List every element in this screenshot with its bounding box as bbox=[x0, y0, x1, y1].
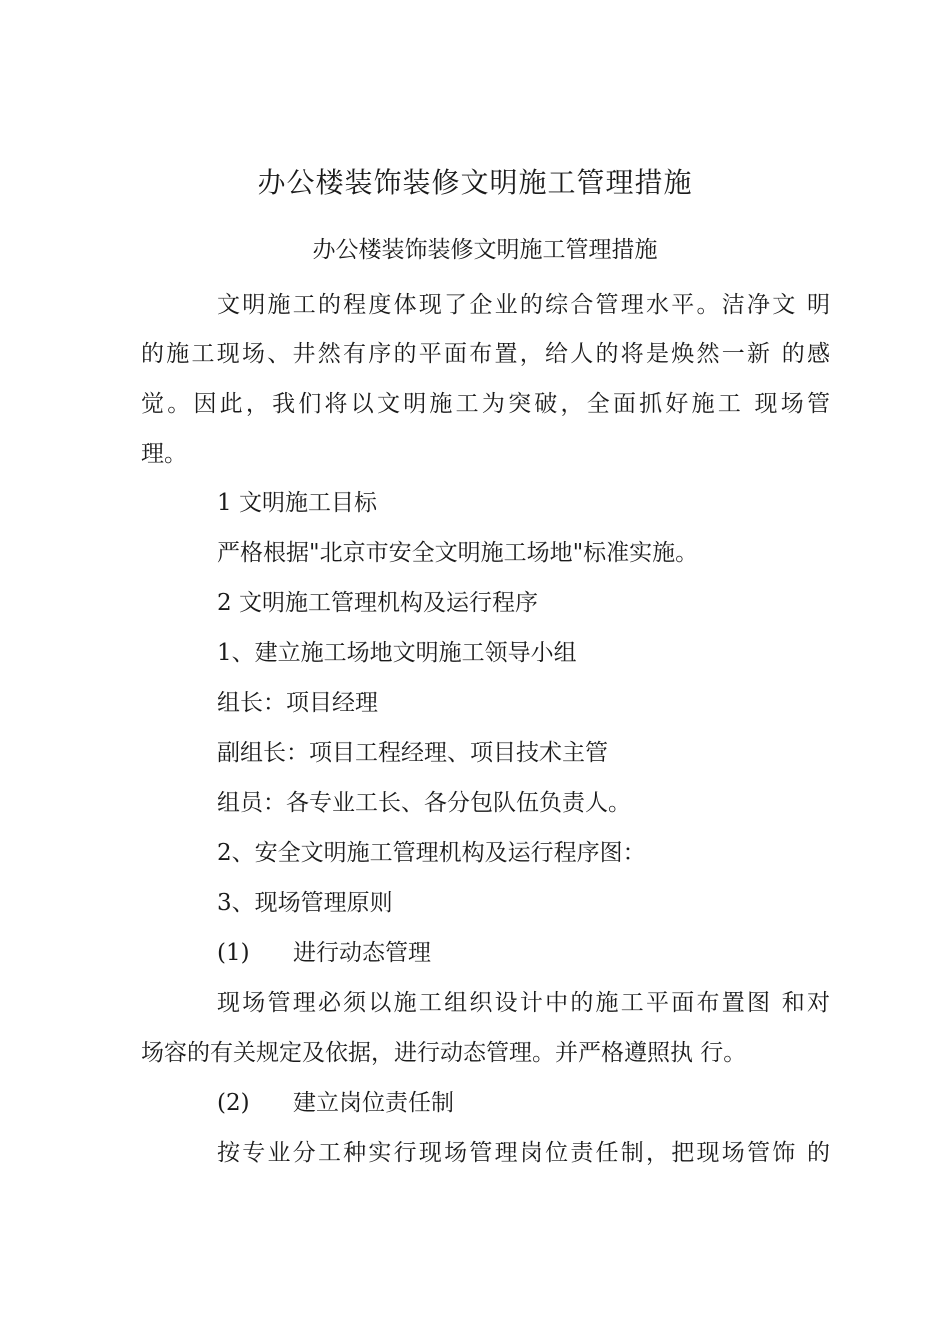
document-title: 办公楼装饰装修文明施工管理措施 bbox=[257, 166, 693, 199]
item-3: 3、现场管理原则 bbox=[217, 890, 393, 916]
item-1: 1、建立施工场地文明施工领导小组 bbox=[217, 640, 577, 666]
section-1-heading: 1 文明施工目标 bbox=[217, 490, 377, 516]
sub-item-1-heading bbox=[217, 935, 431, 971]
deputy-leader-line: 副组长：项目工程经理、项目技术主管 bbox=[217, 740, 608, 766]
intro-line-1: 文明施工的程度体现了企业的综合管理水平。洁净文 明 bbox=[217, 292, 830, 318]
sub-item-1-line-1: 现场管理必须以施工组织设计中的施工平面布置图 和对 bbox=[217, 990, 830, 1016]
sub-item-1-line-2: 场容的有关规定及依据，进行动态管理。并严格遵照执 行。 bbox=[141, 1040, 747, 1066]
section-1-text: 严格根据"北京市安全文明施工场地"标准实施。 bbox=[217, 540, 699, 566]
sub-item-1-number: (1) bbox=[217, 940, 250, 966]
intro-line-2: 的施工现场、井然有序的平面布置，给人的将是焕然一新 的感 bbox=[141, 341, 830, 367]
members-line: 组员：各专业工长、各分包队伍负责人。 bbox=[217, 790, 631, 816]
sub-item-2-heading bbox=[217, 1085, 454, 1121]
sub-item-2-line-1: 按专业分工种实行现场管理岗位责任制，把现场管饰 的 bbox=[217, 1140, 830, 1166]
sub-item-2-number: (2) bbox=[217, 1090, 250, 1116]
intro-line-3: 觉。因此，我们将以文明施工为突破，全面抓好施工 现场管 bbox=[141, 391, 830, 417]
intro-line-4: 理。 bbox=[141, 441, 187, 467]
leader-line: 组长：项目经理 bbox=[217, 690, 378, 716]
document-subtitle: 办公楼装饰装修文明施工管理措施 bbox=[312, 237, 658, 263]
sub-item-1-title: 进行动态管理 bbox=[293, 940, 431, 966]
section-2-heading: 2 文明施工管理机构及运行程序 bbox=[217, 590, 538, 616]
item-2: 2、安全文明施工管理机构及运行程序图： bbox=[217, 840, 646, 866]
sub-item-2-title: 建立岗位责任制 bbox=[293, 1090, 454, 1116]
